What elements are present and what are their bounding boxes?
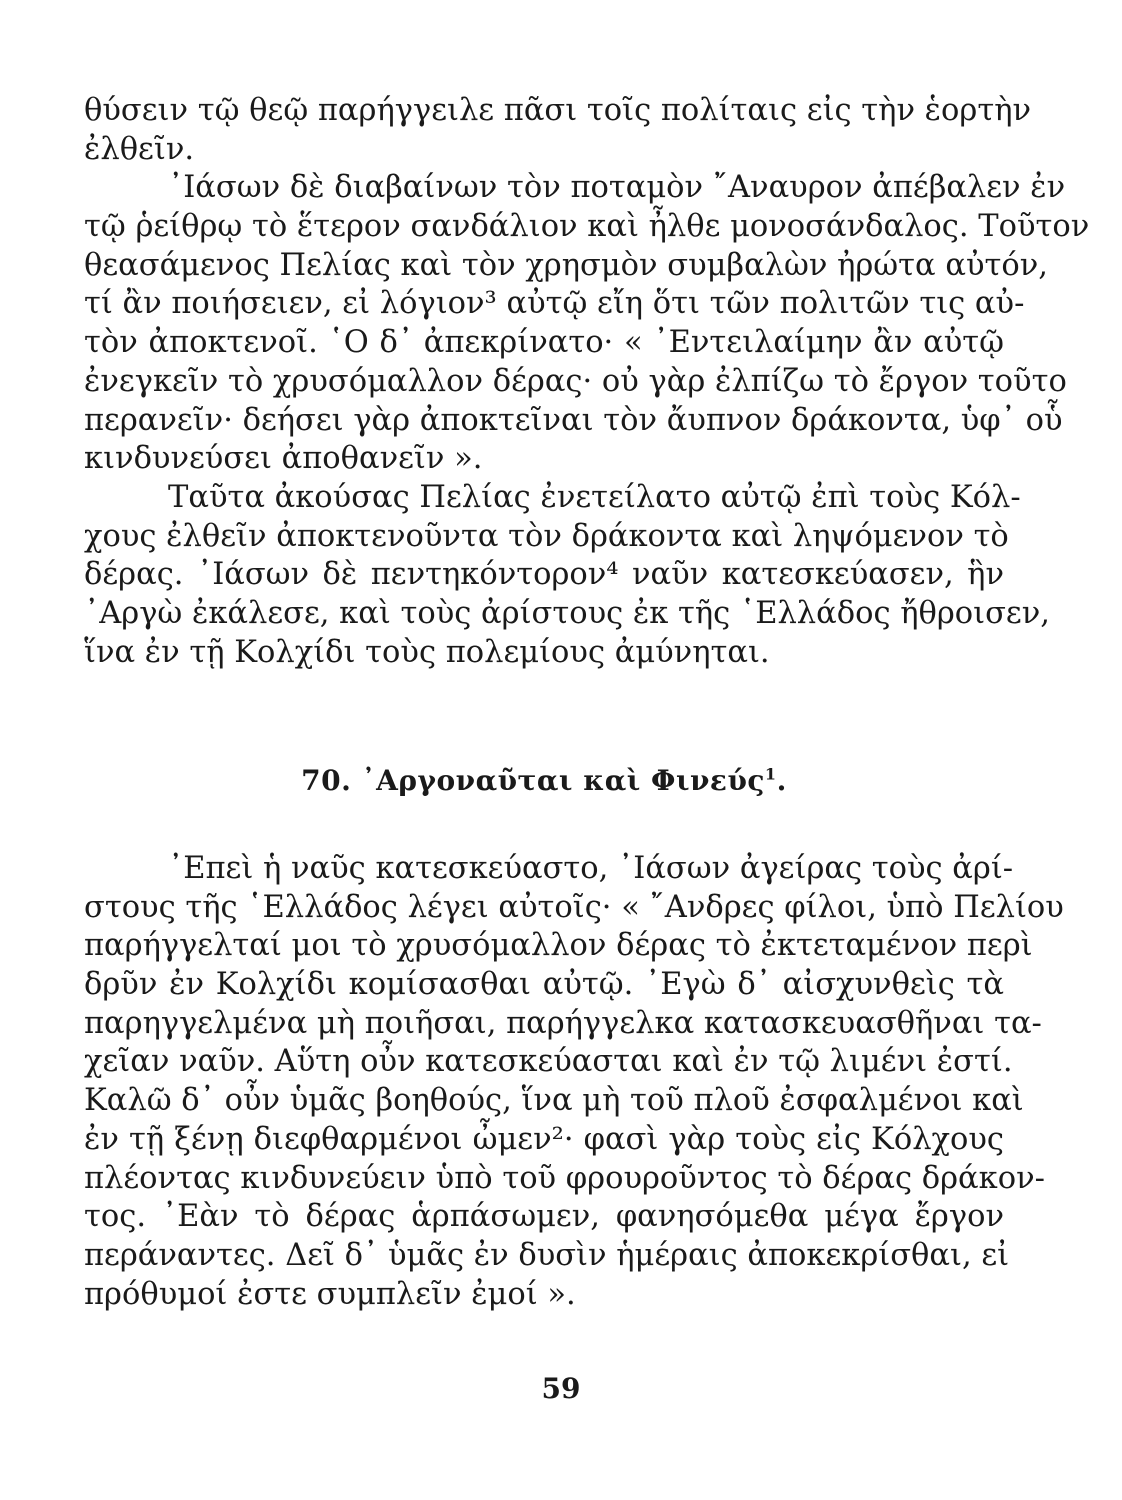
text-line: δέρας. ᾿Ιάσων δὲ πεντηκόντορον⁴ ναῦν κατεσκεύασεν, ἣν — [84, 557, 1004, 593]
text-line: στους τῆς ῾Ελλάδος λέγει αὐτοῖς· « ῎Ανδρες φίλοι, ὑπὸ Πελίου — [84, 889, 1064, 925]
text-line: δρῦν ἐν Κολχίδι κομίσασθαι αὐτῷ. ᾿Εγὼ δ᾿ αἰσχυνθεὶς τὰ — [84, 967, 1004, 1003]
section-heading-text: 70. ᾿Αργοναῦται καὶ Φινεύς — [301, 764, 765, 797]
text-line: ἵνα ἐν τῇ Κολχίδι τοὺς πολεμίους ἀμύνηται. — [84, 634, 770, 670]
text-line: ᾿Αργὼ ἐκάλεσε, καὶ τοὺς ἀρίστους ἐκ τῆς ῾Ελλάδος ἤθροισεν, — [84, 595, 1050, 631]
text-line: θεασάμενος Πελίας καὶ τὸν χρησμὸν συμβαλὼν ἠρώτα αὐτόν, — [84, 247, 1048, 283]
text-line: ᾿Ιάσων δὲ διαβαίνων τὸν ποταμὸν ῎Αναυρον ἀπέβαλεν ἐν — [168, 170, 1066, 206]
text-line: παρήγγελταί μοι τὸ χρυσόμαλλον δέρας τὸ ἐκτεταμένον περὶ — [84, 928, 1033, 964]
text-line: ἐλθεῖν. — [84, 131, 195, 167]
text-line: κινδυνεύσει ἀποθανεῖν ». — [84, 441, 483, 477]
text-line: Καλῶ δ᾿ οὖν ὑμᾶς βοηθούς, ἵνα μὴ τοῦ πλοῦ ἐσφαλμένοι καὶ — [84, 1083, 1024, 1119]
text-line: περάναντες. Δεῖ δ᾿ ὑμᾶς ἐν δυσὶν ἡμέραις ἀποκεκρίσθαι, εἰ — [84, 1237, 1010, 1273]
text-line: ἐν τῇ ξένῃ διεφθαρμένοι ὦμεν²· φασὶ γὰρ τοὺς εἰς Κόλχους — [84, 1121, 1004, 1157]
text-line: χους ἐλθεῖν ἀποκτενοῦντα τὸν δράκοντα καὶ ληψόμενον τὸ — [84, 518, 1009, 554]
text-line: θύσειν τῷ θεῷ παρήγγειλε πᾶσι τοῖς πολίταις εἰς τὴν ἑορτὴν — [84, 93, 1032, 128]
page-number: 59 — [541, 1372, 581, 1405]
text-line: πρόθυμοί ἐστε συμπλεῖν ἐμοί ». — [84, 1276, 576, 1312]
text-line: πλέοντας κινδυνεύειν ὑπὸ τοῦ φρουροῦντος τὸ δέρας δράκον- — [84, 1160, 1045, 1196]
text-line: τί ἂν ποιήσειεν, εἰ λόγιον³ αὐτῷ εἴη ὅτι τῶν πολιτῶν τις αὐ- — [84, 286, 1025, 322]
text-line: τῷ ῥείθρῳ τὸ ἕτερον σανδάλιον καὶ ἦλθε μονοσάνδαλος. Τοῦτον — [84, 209, 1090, 245]
body-text-top — [84, 92, 1090, 672]
text-line: Ταῦτα ἀκούσας Πελίας ἐνετείλατο αὐτῷ ἐπὶ τοὺς Κόλ- — [168, 479, 1021, 515]
text-line: ἐνεγκεῖν τὸ χρυσόμαλλον δέρας· οὐ γὰρ ἐλπίζω τὸ ἔργον τοῦτο — [84, 363, 1067, 399]
text-line: περανεῖν· δεήσει γὰρ ἀποκτεῖναι τὸν ἄυπνον δράκοντα, ὑφ᾿ οὗ — [84, 402, 1063, 438]
text-line: παρηγγελμένα μὴ ποιῆσαι, παρήγγελκα κατασκευασθῆναι τα- — [84, 1005, 1042, 1041]
text-line: ᾿Επεὶ ἡ ναῦς κατεσκεύαστο, ᾿Ιάσων ἀγείρας τοὺς ἀρί- — [168, 851, 1014, 886]
section-heading — [84, 764, 1004, 797]
text-line: τὸν ἀποκτενοῖ. ῾Ο δ᾿ ἀπεκρίνατο· « ᾿Εντειλαίμην ἂν αὐτῷ — [84, 325, 1004, 361]
text-line: χεῖαν ναῦν. Αὕτη οὖν κατεσκεύασται καὶ ἐν τῷ λιμένι ἐστί. — [84, 1044, 1013, 1080]
body-text-bottom — [84, 850, 1064, 1314]
section-heading-suffix: . — [776, 764, 787, 797]
text-line: τος. ᾿Εὰν τὸ δέρας ἁρπάσωμεν, φανησόμεθα μέγα ἔργον — [84, 1199, 1004, 1235]
footnote-marker: 1 — [764, 764, 777, 784]
